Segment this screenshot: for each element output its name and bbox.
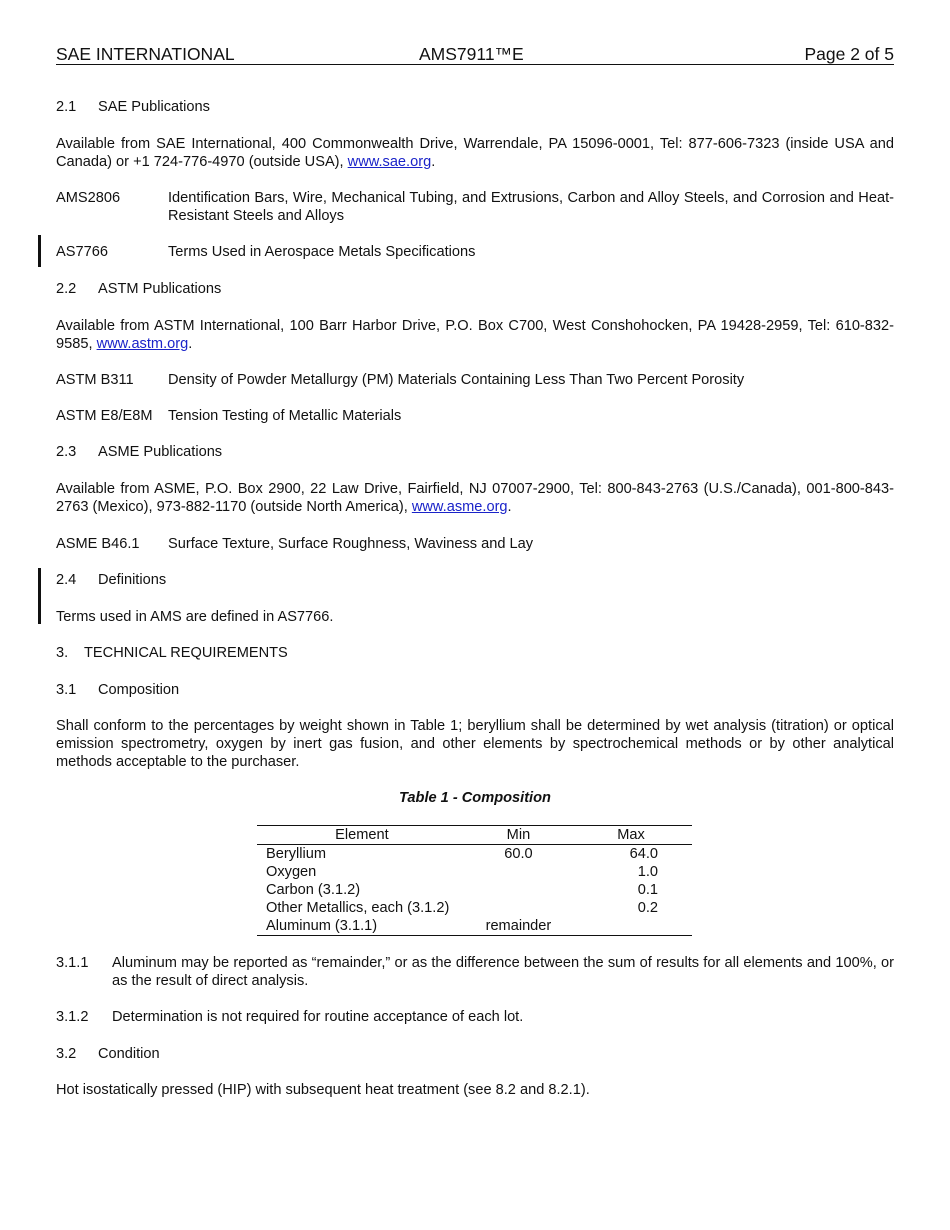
header-element: Element: [335, 827, 389, 843]
header-doc-number: AMS7911™E: [419, 44, 524, 64]
section-2-4-text: Terms used in AMS are defined in AS7766.: [56, 609, 334, 625]
table-row: [257, 899, 692, 917]
table-row: [257, 917, 692, 936]
cell-max: 1.0: [637, 864, 658, 880]
cell-min: [467, 899, 570, 917]
header-page-number: Page 2 of 5: [804, 44, 894, 64]
section-3-heading: 3. TECHNICAL REQUIREMENTS: [56, 645, 288, 661]
astm-link[interactable]: www.astm.org: [96, 336, 189, 352]
cell-min: 60.0: [504, 846, 533, 862]
header-org: SAE INTERNATIONAL: [56, 44, 235, 64]
change-bar-as7766: [38, 235, 41, 267]
section-3-1-heading: 3.1 Composition: [56, 682, 180, 698]
cell-min: remainder: [485, 918, 552, 934]
section-3-2-text: Hot isostatically pressed (HIP) with subsequent heat treatment (see 8.2 and 8.2.1).: [56, 1082, 590, 1098]
header-min: Min: [506, 827, 531, 843]
cell-element: Other Metallics, each (3.1.2): [266, 900, 450, 916]
section-2-1-heading: 2.1 SAE Publications: [56, 99, 210, 115]
cell-element: Aluminum (3.1.1): [266, 918, 378, 934]
ref-ams2806: AMS2806 Identification Bars, Wire, Mechanical Tubing, and Extrusions, Carbon and Alloy Steels, and Corrosion and Heat-Resistant Steels and Alloys: [56, 190, 894, 224]
cell-max: 64.0: [629, 846, 658, 862]
section-3-2-heading: 3.2 Condition: [56, 1046, 160, 1062]
cell-min: [467, 863, 570, 881]
section-3-1-text: Shall conform to the percentages by weight shown in Table 1; beryllium shall be determined by wet analysis (titration) or optical emission spectrometry, oxygen by inert gas fusion, and other elements by spectrochemical methods or by other analytical methods acceptable to the purchaser.: [56, 718, 894, 770]
table-row: [257, 845, 692, 864]
table-row: [257, 881, 692, 899]
cell-element: Carbon (3.1.2): [266, 882, 361, 898]
section-2-2-heading: 2.2 ASTM Publications: [56, 281, 222, 297]
section-2-4-heading: 2.4 Definitions: [56, 572, 167, 588]
header-max: Max: [617, 827, 645, 843]
table-1-caption: Table 1 - Composition: [399, 790, 551, 806]
cell-max: [570, 917, 692, 936]
cell-max: 0.2: [637, 900, 658, 916]
section-2-3-availability: Available from ASME, P.O. Box 2900, 22 Law Drive, Fairfield, NJ 07007-2900, Tel: 800-843-2763 (U.S./Canada), 001-800-843-2763 (Mexico), 973-882-1170 (outside North America), www.asme.org.: [56, 481, 894, 515]
cell-element: Oxygen: [266, 864, 317, 880]
section-2-2-availability: Available from ASTM International, 100 Barr Harbor Drive, P.O. Box C700, West Conshohocken, PA 19428-2959, Tel: 610-832-9585, www.astm.org.: [56, 318, 894, 352]
cell-element: Beryllium: [266, 846, 327, 862]
section-3-1-1: 3.1.1 Aluminum may be reported as “remainder,” or as the difference between the sum of results for all elements and 100%, or as the result of direct analysis.: [56, 955, 894, 989]
sae-link[interactable]: www.sae.org: [347, 154, 432, 170]
section-2-3-heading: 2.3 ASME Publications: [56, 444, 223, 460]
page-header: [56, 44, 894, 65]
cell-max: 0.1: [637, 882, 658, 898]
asme-link[interactable]: www.asme.org: [411, 499, 508, 515]
table-row: [257, 863, 692, 881]
table-header-row: [257, 826, 692, 845]
composition-table: [257, 825, 692, 936]
section-2-1-availability: Available from SAE International, 400 Commonwealth Drive, Warrendale, PA 15096-0001, Tel: 877-606-7323 (inside USA and Canada) or +1 724-776-4970 (outside USA), www.sae.org.: [56, 136, 894, 170]
cell-min: [467, 881, 570, 899]
change-bar-definitions: [38, 568, 41, 624]
